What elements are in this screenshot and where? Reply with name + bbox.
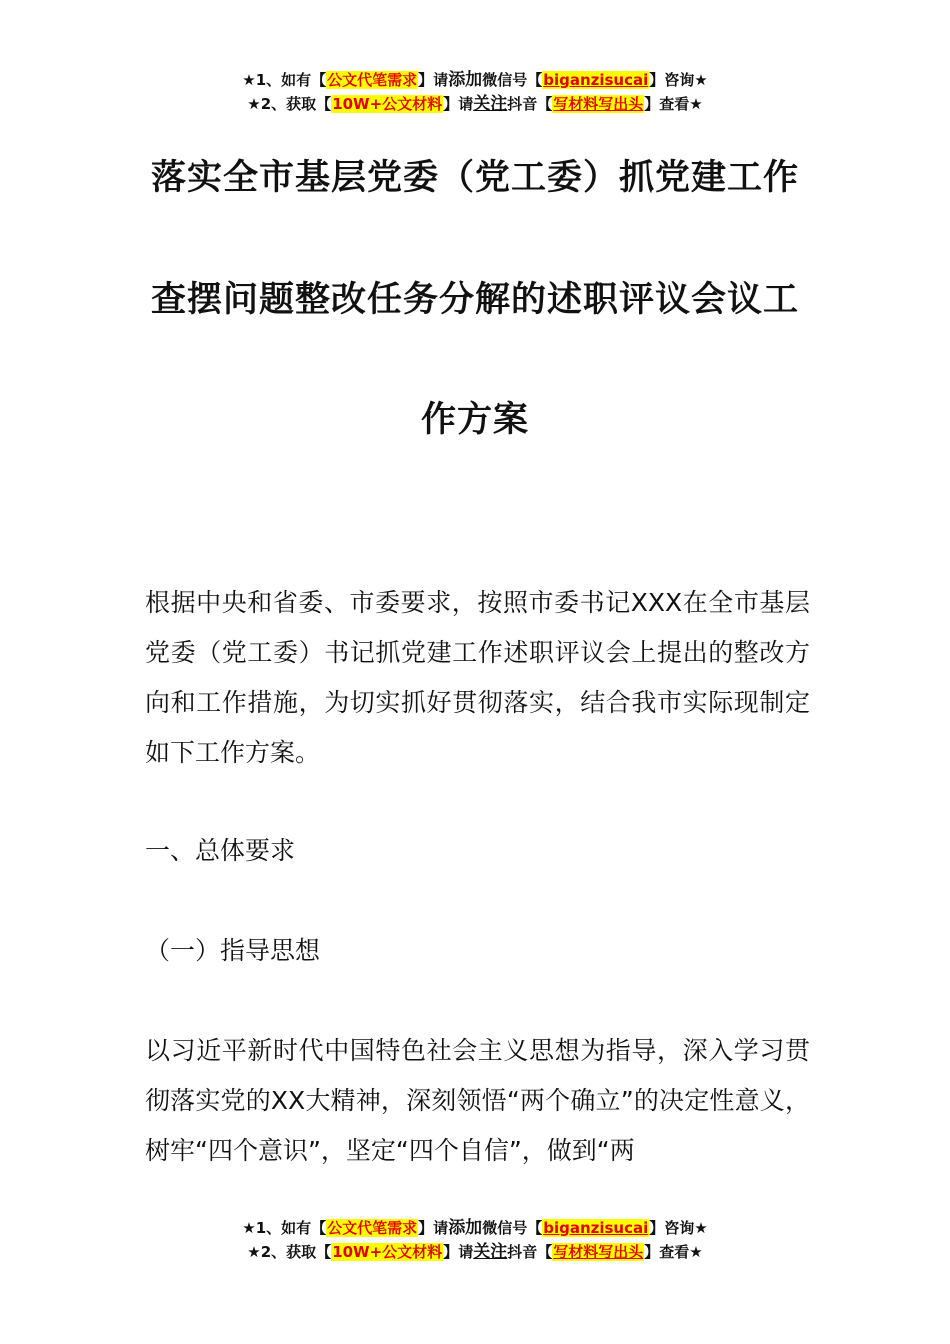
document-title-line-3: 作方案	[420, 400, 529, 440]
document-title-line-1: 落实全市基层党委（党工委）抓党建工作	[150, 158, 799, 198]
douyin-account: 写材料写出头	[553, 1243, 644, 1261]
intro-paragraph: 根据中央和省委、市委要求，按照市委书记XXX在全市基层党委（党工委）书记抓党建工作述职评议会上提出的整改方向和工作措施，为切实抓好贯彻落实，结合我市实际现制定如下工作方案。	[145, 588, 810, 767]
douyin-account: 写材料写出头	[553, 95, 644, 113]
guiding-thought-paragraph: 以习近平新时代中国特色社会主义思想为指导，深入学习贯彻落实党的XX大精神，深刻领悟“两个确立”的决定性意义，树牢“四个意识”，坚定“四个自信”，做到“两	[145, 1036, 810, 1165]
document-title-line-2: 查摆问题整改任务分解的述职评议会议工	[150, 280, 799, 320]
subsection-heading: （一）指导思想	[145, 936, 321, 965]
promo-banner-top	[0, 68, 950, 116]
wechat-id: biganzisucai	[543, 1219, 649, 1237]
promo-banner-bottom	[0, 1216, 950, 1264]
promo-highlight: 10W+公文材料	[332, 95, 443, 113]
promo-highlight: 公文代笔需求	[327, 1219, 418, 1237]
promo-line-1: ★1、如有【公文代笔需求】请添加微信号【biganzisucai】咨询★	[242, 70, 708, 90]
promo-highlight: 公文代笔需求	[327, 71, 418, 89]
section-heading: 一、总体要求	[145, 836, 296, 865]
wechat-id: biganzisucai	[543, 71, 649, 89]
promo-line-2: ★2、获取【10W+公文材料】请关注抖音【写材料写出头】查看★	[247, 1242, 703, 1262]
promo-line-2: ★2、获取【10W+公文材料】请关注抖音【写材料写出头】查看★	[247, 94, 703, 114]
promo-line-1: ★1、如有【公文代笔需求】请添加微信号【biganzisucai】咨询★	[242, 1218, 708, 1238]
promo-highlight: 10W+公文材料	[332, 1243, 443, 1261]
